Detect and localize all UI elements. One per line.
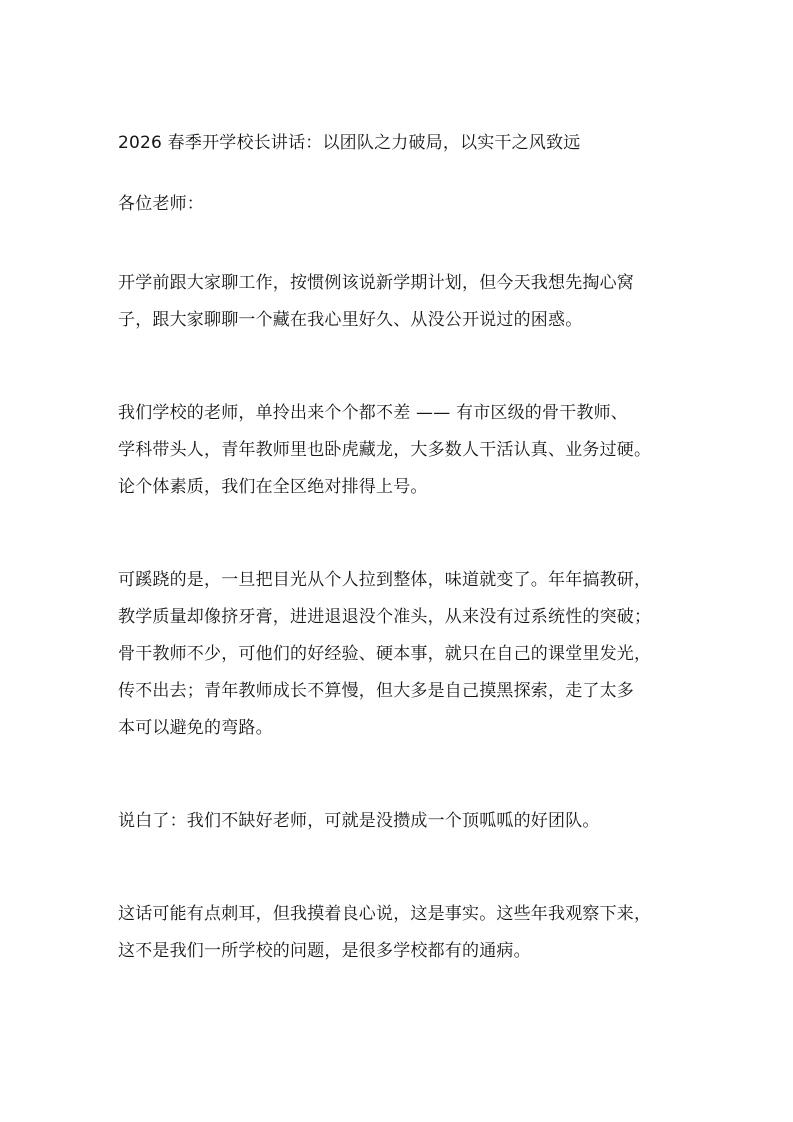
paragraph-line: 子，跟大家聊聊一个藏在我心里好久、从没公开说过的困惑。 <box>118 310 583 330</box>
paragraph-line: 说白了：我们不缺好老师，可就是没攒成一个顶呱呱的好团队。 <box>118 811 600 831</box>
paragraph-line: 传不出去；青年教师成长不算慢，但大多是自己摸黑探索，走了太多 <box>118 681 634 701</box>
paragraph-line: 这不是我们一所学校的问题，是很多学校都有的通病。 <box>118 941 531 961</box>
paragraph-line: 开学前跟大家聊工作，按惯例该说新学期计划，但今天我想先掏心窝 <box>118 273 634 293</box>
paragraph-line: 可蹊跷的是，一旦把目光从个人拉到整体，味道就变了。年年搞教研， <box>118 570 652 590</box>
paragraph-line: 这话可能有点刺耳，但我摸着良心说，这是事实。这些年我观察下来， <box>118 904 652 924</box>
paragraph-line: 教学质量却像挤牙膏，进进退退没个准头，从来没有过系统性的突破； <box>118 607 652 627</box>
document-title: 2026 春季开学校长讲话：以团队之力破局，以实干之风致远 <box>118 133 581 153</box>
paragraph-line: 学科带头人，青年教师里也卧虎藏龙，大多数人干活认真、业务过硬。 <box>118 440 652 460</box>
salutation: 各位老师： <box>118 194 204 214</box>
paragraph-line: 本可以避免的弯路。 <box>118 718 273 738</box>
paragraph-line: 我们学校的老师，单拎出来个个都不差 —— 有市区级的骨干教师、 <box>118 403 629 423</box>
paragraph-line: 论个体素质，我们在全区绝对排得上号。 <box>118 477 428 497</box>
paragraph-line: 骨干教师不少，可他们的好经验、硬本事，就只在自己的课堂里发光， <box>118 644 652 664</box>
